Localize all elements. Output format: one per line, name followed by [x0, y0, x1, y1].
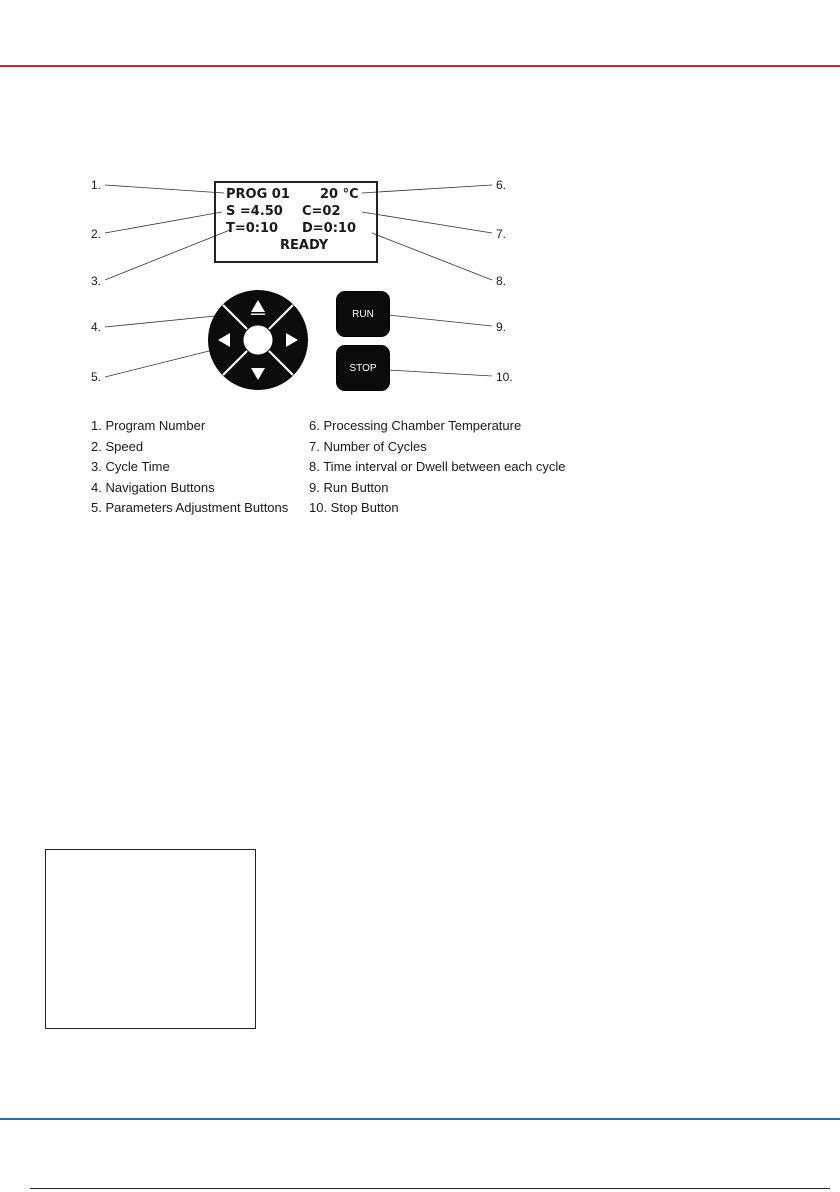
legend-item-8: 8. Time interval or Dwell between each cycle	[309, 459, 566, 475]
page-bottom-line	[30, 1188, 830, 1189]
callout-1: 1.	[91, 178, 102, 192]
stop-button[interactable]: STOP	[337, 346, 389, 390]
legend-item-7: 7. Number of Cycles	[309, 438, 427, 454]
callout-leader-lines	[0, 0, 840, 420]
callout-6: 6.	[496, 178, 507, 192]
lcd-dwell: D=0:10	[302, 221, 357, 236]
legend-item-2: 2. Speed	[91, 438, 144, 454]
legend-item-10: 10. Stop Button	[309, 500, 399, 516]
callout-3: 3.	[91, 274, 102, 288]
callout-9: 9.	[496, 320, 507, 334]
run-button[interactable]: RUN	[337, 292, 389, 336]
lcd-time: T=0:10	[226, 221, 279, 236]
lcd-display	[214, 181, 378, 263]
callout-7: 7.	[496, 227, 507, 241]
legend-right	[309, 416, 566, 519]
legend-item-6: 6. Processing Chamber Temperature	[309, 418, 522, 433]
empty-frame	[45, 849, 256, 1029]
legend-item-5: 5. Parameters Adjustment Buttons	[91, 500, 289, 516]
callout-4: 4.	[91, 320, 102, 334]
legend-item-4: 4. Navigation Buttons	[91, 479, 215, 495]
legend-item-3: 3. Cycle Time	[91, 459, 170, 475]
callout-10: 10.	[496, 370, 513, 384]
callout-2: 2.	[91, 227, 102, 241]
footer-rule	[0, 1118, 840, 1120]
navigation-pad	[207, 289, 309, 391]
legend-left	[91, 416, 288, 519]
callout-8: 8.	[496, 274, 507, 288]
legend-item-1: 1. Program Number	[91, 418, 206, 433]
callout-5: 5.	[91, 370, 102, 384]
lcd-speed: S =4.50	[226, 204, 283, 219]
legend-item-9: 9. Run Button	[309, 479, 389, 495]
lcd-status: READY	[280, 238, 329, 253]
lcd-cycles: C=02	[302, 204, 341, 219]
lcd-temperature: 20 °C	[320, 187, 359, 202]
lcd-program: PROG 01	[226, 187, 290, 202]
